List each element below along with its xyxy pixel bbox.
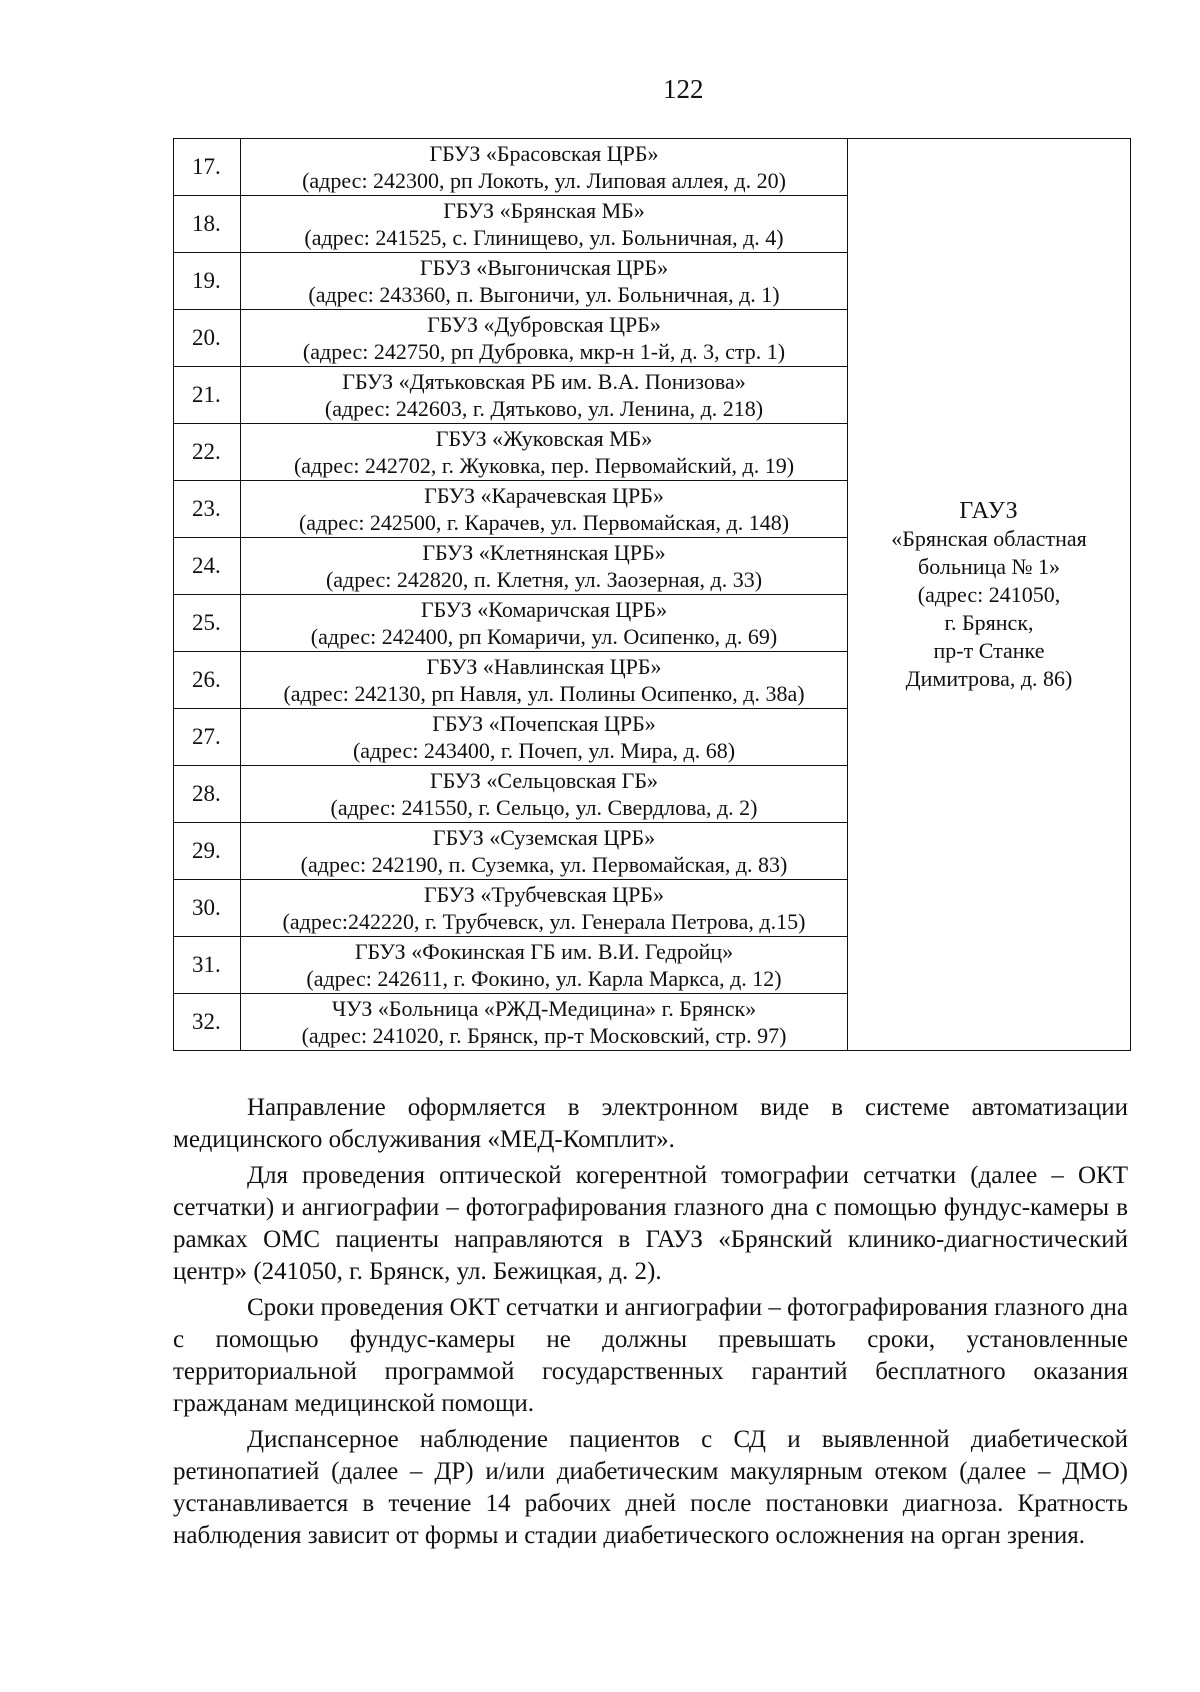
row-number: 25. [174, 595, 241, 652]
facility-name: ГБУЗ «Карачевская ЦРБ» [424, 483, 664, 508]
target-line: г. Брянск, [944, 609, 1034, 635]
facility-address: (адрес: 241525, с. Глинищево, ул. Больничная, д. 4) [304, 225, 784, 250]
target-line: пр-т Станке [933, 637, 1045, 663]
row-number: 26. [174, 652, 241, 709]
facility-cell [241, 937, 848, 994]
facility-cell [241, 310, 848, 367]
target-hospital-cell [848, 139, 1131, 1051]
facility-cell [241, 880, 848, 937]
facility-address: (адрес: 241550, г. Сельцо, ул. Свердлова, д. 2) [330, 795, 758, 820]
target-line: ГАУЗ [959, 497, 1019, 524]
target-line: (адрес: 241050, [917, 581, 1061, 607]
facility-name: ГБУЗ «Навлинская ЦРБ» [426, 654, 662, 679]
facility-name: ГБУЗ «Суземская ЦРБ» [432, 825, 656, 850]
facility-cell [241, 139, 848, 196]
facility-cell [241, 367, 848, 424]
row-number: 21. [174, 367, 241, 424]
facility-cell [241, 766, 848, 823]
facilities-table [173, 138, 1131, 1051]
facility-address: (адрес: 242400, рп Комаричи, ул. Осипенко, д. 69) [310, 624, 778, 649]
facility-name: ГБУЗ «Почепская ЦРБ» [432, 711, 656, 736]
target-line: больница № 1» [918, 553, 1060, 579]
facility-name: ГБУЗ «Комаричская ЦРБ» [420, 597, 668, 622]
row-number: 19. [174, 253, 241, 310]
row-number: 31. [174, 937, 241, 994]
facility-address: (адрес: 241020, г. Брянск, пр-т Московский, стр. 97) [301, 1023, 787, 1048]
facility-cell [241, 196, 848, 253]
facility-address: (адрес: 242500, г. Карачев, ул. Первомайская, д. 148) [298, 510, 790, 535]
facility-address: (адрес: 242603, г. Дятьково, ул. Ленина, д. 218) [324, 396, 764, 421]
facility-name: ГБУЗ «Жуковская МБ» [435, 426, 653, 451]
facility-name: ГБУЗ «Брасовская ЦРБ» [429, 141, 659, 166]
row-number: 23. [174, 481, 241, 538]
facility-cell [241, 538, 848, 595]
facility-name: ГБУЗ «Дятьковская РБ им. В.А. Понизова» [342, 369, 746, 394]
facility-address: (адрес: 242190, п. Суземка, ул. Первомайская, д. 83) [300, 852, 788, 877]
target-line: «Брянская областная [891, 525, 1087, 551]
facility-address: (адрес: 243360, п. Выгоничи, ул. Больничная, д. 1) [308, 282, 780, 307]
row-number: 30. [174, 880, 241, 937]
facility-cell [241, 709, 848, 766]
facility-cell [241, 481, 848, 538]
facility-cell [241, 253, 848, 310]
facility-name: ГБУЗ «Сельцовская ГБ» [430, 768, 658, 793]
facility-address: (адрес: 242820, п. Клетня, ул. Заозерная, д. 33) [325, 567, 763, 592]
facility-address: (адрес: 242750, рп Дубровка, мкр-н 1-й, д. 3, стр. 1) [302, 339, 786, 364]
paragraph: Для проведения оптической когерентной томографии сетчатки (далее – ОКТ сетчатки) и ангиографии – фотографирования глазного дна с помощью фундус-камеры в рамках ОМС пациенты направляются в ГАУЗ «Брянский клинико-диагностический центр» (241050, г. Брянск, ул. Бежицкая, д. 2). [173, 1162, 1128, 1285]
facility-address: (адрес: 242611, г. Фокино, ул. Карла Маркса, д. 12) [306, 966, 782, 991]
paragraph: Направление оформляется в электронном виде в системе автоматизации медицинского обслуживания «МЕД-Комплит». [173, 1094, 1128, 1153]
row-number: 32. [174, 994, 241, 1051]
row-number: 28. [174, 766, 241, 823]
facility-cell [241, 424, 848, 481]
paragraph: Диспансерное наблюдение пациентов с СД и выявленной диабетической ретинопатией (далее – ДР) и/или диабетическим макулярным отеком (далее – ДМО) устанавливается в течение 14 рабочих дней после постановки диагноза. Кратность наблюдения зависит от формы и стадии диабетического осложнения на орган зрения. [173, 1426, 1128, 1549]
facility-name: ГБУЗ «Выгоничская ЦРБ» [419, 255, 669, 280]
body-text [173, 1092, 1128, 1556]
row-number: 17. [174, 139, 241, 196]
page-number: 122 [663, 74, 704, 104]
facility-address: (адрес:242220, г. Трубчевск, ул. Генерала Петрова, д.15) [282, 909, 806, 934]
facility-name: ГБУЗ «Брянская МБ» [443, 198, 645, 223]
facility-name: ГБУЗ «Клетнянская ЦРБ» [422, 540, 666, 565]
facility-name: ГБУЗ «Фокинская ГБ им. В.И. Гедройц» [354, 939, 734, 964]
row-number: 27. [174, 709, 241, 766]
facility-cell [241, 823, 848, 880]
facility-name: ГБУЗ «Трубчевская ЦРБ» [423, 882, 665, 907]
facility-cell [241, 994, 848, 1051]
facility-cell [241, 595, 848, 652]
facility-name: ГБУЗ «Дубровская ЦРБ» [427, 312, 661, 337]
facility-cell [241, 652, 848, 709]
row-number: 22. [174, 424, 241, 481]
paragraph: Сроки проведения ОКТ сетчатки и ангиографии – фотографирования глазного дна с помощью фундус-камеры не должны превышать сроки, установленные территориальной программой государственных гарантий бесплатного оказания гражданам медицинской помощи. [173, 1294, 1128, 1417]
facility-address: (адрес: 242702, г. Жуковка, пер. Первомайский, д. 19) [293, 453, 795, 478]
facility-address: (адрес: 242300, рп Локоть, ул. Липовая аллея, д. 20) [302, 168, 786, 193]
facility-address: (адрес: 242130, рп Навля, ул. Полины Осипенко, д. 38а) [283, 681, 805, 706]
target-line: Димитрова, д. 86) [905, 665, 1073, 691]
row-number: 20. [174, 310, 241, 367]
row-number: 18. [174, 196, 241, 253]
row-number: 24. [174, 538, 241, 595]
row-number: 29. [174, 823, 241, 880]
facility-name: ЧУЗ «Больница «РЖД-Медицина» г. Брянск» [331, 996, 757, 1021]
facility-address: (адрес: 243400, г. Почеп, ул. Мира, д. 68) [352, 738, 736, 763]
table-row [174, 139, 1131, 196]
